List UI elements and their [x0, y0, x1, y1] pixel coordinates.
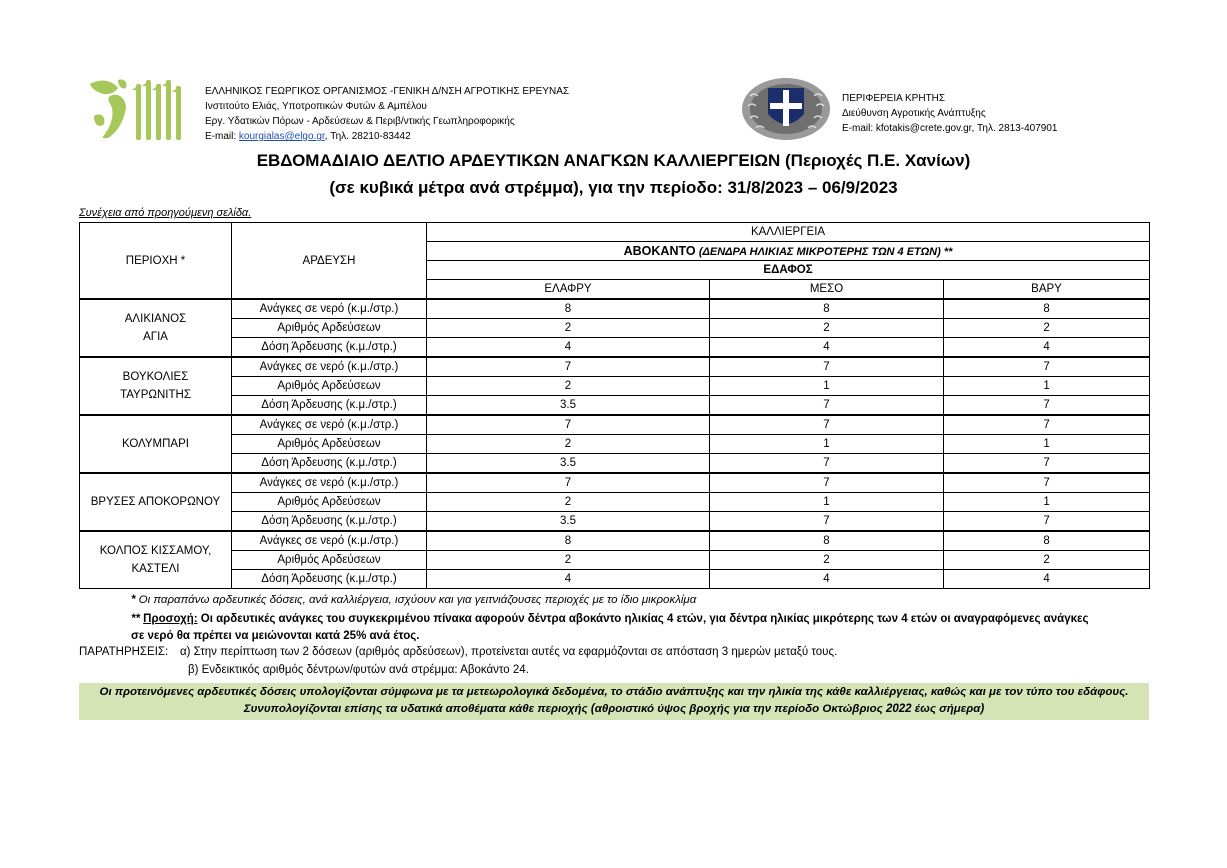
bulletin-title: ΕΒΔΟΜΑΔΙΑΙΟ ΔΕΛΤΙΟ ΑΡΔΕΥΤΙΚΩΝ ΑΝΑΓΚΩΝ ΚΑΛΛΙΕΡΓΕΙΩΝ (Περιοχές Π.Ε. Χανίων)	[256, 151, 971, 170]
table-row	[80, 377, 1150, 396]
value-cell: 7	[710, 357, 944, 377]
value-cell: 3.5	[427, 512, 710, 532]
note2-stars: **	[131, 613, 144, 625]
methodology-box: Οι προτεινόμενες αρδευτικές δόσεις υπολογίζονται σύμφωνα με τα μετεωρολογικά δεδομένα, το στάδιο ανάπτυξης και την ηλικία της κάθε καλλιέργειας, καθώς και με τον τύπο του εδάφους. Συνυπολογίζονται επίσης τα υδατικά αποθέματα κάθε περιοχής (αθροιστικό ύψος βροχής για την περίοδο Οκτώβριος 2022 έως σήμερα)	[79, 683, 1149, 720]
irrigation-label: Αριθμός Αρδεύσεων	[232, 435, 427, 454]
region-name-line2: ΑΓΙΑ	[143, 331, 168, 343]
column-header-region: ΠΕΡΙΟΧΗ *	[80, 223, 232, 300]
value-cell: 8	[427, 299, 710, 319]
note-neighbouring-areas	[131, 594, 696, 606]
column-header-irrigation: ΑΡΔΕΥΣΗ	[232, 223, 427, 300]
irrigation-label: Δόση Άρδευσης (κ.μ./στρ.)	[232, 454, 427, 474]
value-cell: 7	[944, 512, 1150, 532]
value-cell: 7	[710, 512, 944, 532]
value-cell: 8	[710, 531, 944, 551]
table-row	[80, 551, 1150, 570]
table-row	[80, 531, 1150, 551]
region-cell	[80, 299, 232, 357]
soil-light: ΕΛΑΦΡΥ	[427, 280, 710, 300]
soil-header: ΕΔΑΦΟΣ	[427, 261, 1150, 280]
irrigation-label: Ανάγκες σε νερό (κ.μ./στρ.)	[232, 415, 427, 435]
irrigation-label: Ανάγκες σε νερό (κ.μ./στρ.)	[232, 357, 427, 377]
table-row	[80, 415, 1150, 435]
table-header-row	[80, 223, 1150, 242]
irrigation-label: Ανάγκες σε νερό (κ.μ./στρ.)	[232, 473, 427, 493]
table-row	[80, 493, 1150, 512]
table-row	[80, 435, 1150, 454]
value-cell: 8	[944, 531, 1150, 551]
crop-name: ΑΒΟΚΑΝΤΟ	[623, 243, 696, 258]
region-name: ΑΛΙΚΙΑΝΟΣ	[124, 313, 187, 325]
region-name: ΠΕΡΙΦΕΡΕΙΑ ΚΡΗΤΗΣ	[842, 93, 946, 104]
value-cell: 2	[710, 551, 944, 570]
irrigation-label: Αριθμός Αρδεύσεων	[232, 551, 427, 570]
value-cell: 4	[427, 338, 710, 358]
region-name-line2: ΤΑΥΡΩΝΙΤΗΣ	[120, 389, 191, 401]
value-cell: 3.5	[427, 454, 710, 474]
table-row	[80, 338, 1150, 358]
org-name: ΕΛΛΗΝΙΚΟΣ ΓΕΩΡΓΙΚΟΣ ΟΡΓΑΝΙΣΜΟΣ -ΓΕΝΙΚΗ Δ/ΝΣΗ ΑΓΡΟΤΙΚΗΣ ΕΡΕΥΝΑΣ	[205, 86, 570, 97]
region-cell	[80, 473, 232, 531]
value-cell: 2	[427, 377, 710, 396]
value-cell: 4	[710, 570, 944, 589]
value-cell: 7	[427, 473, 710, 493]
soil-heavy: ΒΑΡΥ	[944, 280, 1150, 300]
value-cell: 1	[710, 377, 944, 396]
region-cell	[80, 531, 232, 589]
region-name: ΒΟΥΚΟΛΙΕΣ	[122, 371, 189, 383]
region-name: ΚΟΛΥΜΠΑΡΙ	[122, 438, 189, 450]
region-cell	[80, 357, 232, 415]
value-cell: 2	[710, 319, 944, 338]
value-cell: 7	[710, 396, 944, 416]
region-name: ΚΟΛΠΟΣ ΚΙΣΣΑΜΟΥ,	[99, 545, 212, 557]
note1-text: Οι παραπάνω αρδευτικές δόσεις, ανά καλλιέργεια, ισχύουν και για γειτνιάζουσες περιοχές με το ίδιο μικροκλίμα	[135, 594, 697, 606]
value-cell: 7	[944, 454, 1150, 474]
value-cell: 2	[944, 551, 1150, 570]
value-cell: 7	[944, 473, 1150, 493]
irrigation-label: Ανάγκες σε νερό (κ.μ./στρ.)	[232, 299, 427, 319]
irrigation-label: Δόση Άρδευσης (κ.μ./στρ.)	[232, 338, 427, 358]
region-name: ΒΡΥΣΕΣ ΑΠΟΚΟΡΩΝΟΥ	[90, 496, 221, 508]
header-left-info	[205, 84, 569, 144]
irrigation-table	[79, 222, 1150, 589]
irrigation-label: Δόση Άρδευσης (κ.μ./στρ.)	[232, 512, 427, 532]
table-row	[80, 396, 1150, 416]
value-cell: 4	[427, 570, 710, 589]
table-row	[80, 357, 1150, 377]
institute-name: Ινστιτούτο Ελιάς, Υποτροπικών Φυτών & Αμπέλου	[205, 101, 427, 112]
phone-text: , Τηλ. 28210-83442	[324, 131, 411, 142]
note2-label: Προσοχή:	[143, 613, 198, 625]
region-cell	[80, 415, 232, 473]
value-cell: 7	[427, 415, 710, 435]
value-cell: 7	[427, 357, 710, 377]
email-prefix: E-mail:	[205, 131, 239, 142]
note-attention	[131, 611, 1091, 645]
region-contact: E-mail: kfotakis@crete.gov.gr, Τηλ. 2813-407901	[842, 123, 1058, 134]
bulletin-subtitle: (σε κυβικά μέτρα ανά στρέμμα), για την περίοδο: 31/8/2023 – 06/9/2023	[329, 178, 898, 197]
irrigation-label: Αριθμός Αρδεύσεων	[232, 377, 427, 396]
irrigation-label: Αριθμός Αρδεύσεων	[232, 319, 427, 338]
remark-b: β) Ενδεικτικός αριθμός δέντρων/φυτών ανά στρέμμα: Αβοκάντο 24.	[188, 664, 529, 676]
note2-text: Οι αρδευτικές ανάγκες του συγκεκριμένου πίνακα αφορούν δέντρα αβοκάντο ηλικίας 4 ετών, για δέντρα ηλικίας μικρότερης των 4 ετών οι αναγραφόμενες ανάγκες σε νερό θα πρέπει να μειώνονται κατά 25% ανά έτος.	[131, 613, 1089, 642]
contact-line	[205, 129, 569, 144]
value-cell: 1	[944, 377, 1150, 396]
value-cell: 2	[427, 493, 710, 512]
value-cell: 1	[944, 435, 1150, 454]
continued-note: Συνέχεια από προηγούμενη σελίδα.	[79, 207, 252, 219]
value-cell: 8	[710, 299, 944, 319]
value-cell: 7	[944, 415, 1150, 435]
header-right-info	[842, 91, 1057, 136]
value-cell: 4	[710, 338, 944, 358]
irrigation-label: Αριθμός Αρδεύσεων	[232, 493, 427, 512]
soil-medium: ΜΕΣΟ	[710, 280, 944, 300]
table-row	[80, 299, 1150, 319]
table-body	[80, 299, 1150, 589]
crop-name-cell	[427, 242, 1150, 261]
value-cell: 2	[427, 435, 710, 454]
value-cell: 7	[710, 454, 944, 474]
irrigation-label: Δόση Άρδευσης (κ.μ./στρ.)	[232, 396, 427, 416]
value-cell: 8	[427, 531, 710, 551]
value-cell: 1	[710, 493, 944, 512]
remark-a: α) Στην περίπτωση των 2 δόσεων (αριθμός αρδεύσεων), προτείνεται αυτές να εφαρμόζονται σε απόσταση 3 ημερών μεταξύ τους.	[180, 646, 838, 658]
remarks-label: ΠΑΡΑΤΗΡΗΣΕΙΣ:	[79, 646, 169, 658]
value-cell: 2	[427, 551, 710, 570]
value-cell: 8	[944, 299, 1150, 319]
irrigation-label: Ανάγκες σε νερό (κ.μ./στρ.)	[232, 531, 427, 551]
greek-coat-of-arms-icon	[740, 76, 832, 142]
table-row	[80, 512, 1150, 532]
elgo-demeter-logo-icon	[88, 76, 184, 142]
table-row	[80, 570, 1150, 589]
value-cell: 2	[427, 319, 710, 338]
crop-age-note: (ΔΕΝΔΡΑ ΗΛΙΚΙΑΣ ΜΙΚΡΟΤΕΡΗΣ ΤΩΝ 4 ΕΤΩΝ) **	[698, 245, 953, 258]
value-cell: 7	[710, 415, 944, 435]
value-cell: 2	[944, 319, 1150, 338]
irrigation-label: Δόση Άρδευσης (κ.μ./στρ.)	[232, 570, 427, 589]
table-row	[80, 473, 1150, 493]
crop-header: ΚΑΛΛΙΕΡΓΕΙΑ	[427, 223, 1150, 242]
lab-name: Εργ. Υδατικών Πόρων - Αρδεύσεων & Περιβ/ντικής Γεωπληροφορικής	[205, 116, 515, 127]
value-cell: 1	[944, 493, 1150, 512]
directorate-name: Διεύθυνση Αγροτικής Ανάπτυξης	[842, 108, 986, 119]
email-link[interactable]: kourgialas@elgo.gr	[238, 131, 325, 142]
value-cell: 1	[710, 435, 944, 454]
table-row	[80, 454, 1150, 474]
value-cell: 7	[710, 473, 944, 493]
value-cell: 3.5	[427, 396, 710, 416]
table-row	[80, 319, 1150, 338]
value-cell: 4	[944, 570, 1150, 589]
region-name-line2: ΚΑΣΤΕΛΙ	[131, 563, 180, 575]
value-cell: 4	[944, 338, 1150, 358]
value-cell: 7	[944, 357, 1150, 377]
value-cell: 7	[944, 396, 1150, 416]
note1-star: *	[131, 594, 136, 606]
